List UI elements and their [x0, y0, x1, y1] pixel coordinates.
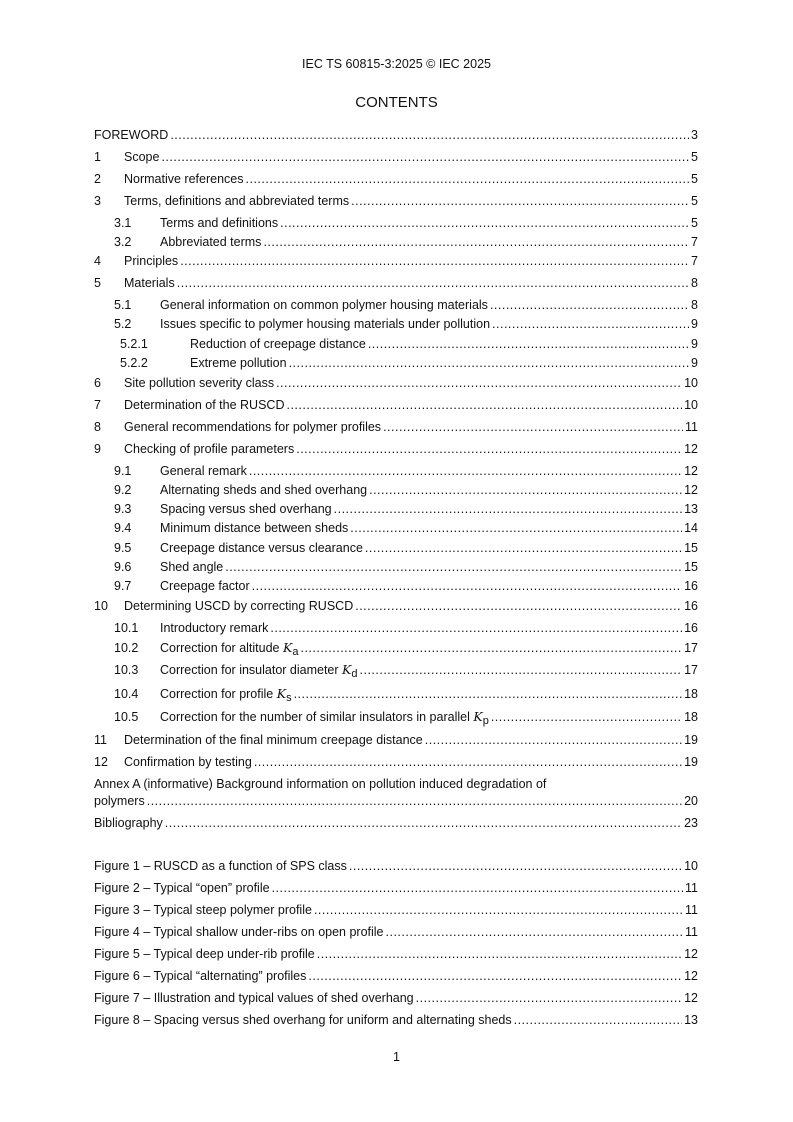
toc-entry[interactable]: [94, 501, 698, 517]
toc-entry[interactable]: [94, 297, 698, 313]
page-ref: 20: [684, 794, 698, 808]
variable-subscript: p: [482, 715, 489, 727]
toc-entry-title: Abbreviated terms: [160, 235, 262, 249]
page-ref: 11: [685, 881, 698, 895]
toc-entry-number: 9.7: [114, 579, 132, 593]
page-ref: 10: [684, 859, 698, 873]
figure-entry-title: Figure 5 – Typical deep under-rib profile: [94, 947, 315, 961]
toc-entry[interactable]: [94, 463, 698, 479]
toc-entry[interactable]: [94, 316, 698, 332]
dot-leader: [165, 815, 682, 831]
page-ref: 17: [684, 663, 698, 677]
dot-leader: [180, 253, 689, 269]
figure-entry[interactable]: [94, 880, 698, 896]
figure-entry[interactable]: [94, 924, 698, 940]
toc-entry-title: Spacing versus shed overhang: [160, 502, 332, 516]
page-ref: 3: [691, 128, 698, 142]
page-ref: 16: [684, 599, 698, 613]
toc-entry-title: Minimum distance between sheds: [160, 521, 349, 535]
page-number: 1: [393, 1050, 400, 1064]
toc-entry[interactable]: [94, 578, 698, 594]
page-ref: 5: [691, 150, 698, 164]
page-ref: 12: [684, 464, 698, 478]
page-ref: 13: [684, 502, 698, 516]
toc-entry[interactable]: [94, 375, 698, 391]
toc-entry[interactable]: [94, 253, 698, 269]
toc-entry-title: Scope: [124, 150, 160, 164]
page-ref: 17: [684, 641, 698, 655]
dot-leader: [369, 482, 682, 498]
dot-leader: [276, 375, 682, 391]
toc-entry[interactable]: [94, 709, 698, 725]
dot-leader: [365, 540, 682, 556]
dot-leader: [368, 336, 689, 352]
figure-entry[interactable]: [94, 946, 698, 962]
dot-leader: [350, 520, 682, 536]
page-ref: 12: [684, 969, 698, 983]
toc-entry-title: Determining USCD by correcting RUSCD: [124, 599, 354, 613]
toc-entry[interactable]: [94, 127, 698, 143]
figure-entry[interactable]: [94, 1012, 698, 1028]
toc-entry-title: Site pollution severity class: [124, 376, 275, 390]
dot-leader: [514, 1012, 682, 1028]
dot-leader: [294, 686, 683, 702]
toc-entry-title: Checking of profile parameters: [124, 442, 295, 456]
toc-entry-number: 3.1: [114, 216, 132, 230]
dot-leader: [147, 793, 682, 809]
figure-entry-title: Figure 6 – Typical “alternating” profiles: [94, 969, 307, 983]
toc-entry-number: 1: [94, 150, 101, 164]
page-ref: 8: [691, 298, 698, 312]
toc-entry-title: polymers: [94, 794, 145, 808]
toc-entry-title: Issues specific to polymer housing materials under pollution: [160, 317, 491, 331]
page-ref: 9: [691, 356, 698, 370]
variable-subscript: d: [351, 668, 358, 680]
dot-leader: [383, 419, 683, 435]
toc-entry-number: 3.2: [114, 235, 132, 249]
toc-entry[interactable]: [94, 419, 698, 435]
toc-entry-title: FOREWORD: [94, 128, 169, 142]
toc-entry-number: 10.2: [114, 641, 139, 655]
toc-entry-number: 5.2.1: [120, 337, 148, 351]
dot-leader: [360, 662, 683, 678]
toc-entry-number: 7: [94, 398, 101, 412]
toc-entry[interactable]: [94, 640, 698, 656]
page-ref: 10: [684, 376, 698, 390]
toc-entry-title: Creepage distance versus clearance: [160, 541, 363, 555]
toc-entry[interactable]: [94, 234, 698, 250]
page-ref: 15: [684, 560, 698, 574]
dot-leader: [416, 990, 682, 1006]
toc-entry-number: 5.2.2: [120, 356, 148, 370]
dot-leader: [334, 501, 682, 517]
toc-entry-title: General information on common polymer housing materials: [160, 298, 488, 312]
variable-symbol: K: [283, 640, 293, 655]
page-ref: 5: [691, 216, 698, 230]
toc-entry-title: Correction for altitude $K_a$: [160, 640, 299, 658]
page-title: CONTENTS: [355, 94, 438, 111]
figure-entry-title: Figure 3 – Typical steep polymer profile: [94, 903, 312, 917]
dot-leader: [296, 441, 682, 457]
toc-entry-title: General remark: [160, 464, 247, 478]
dot-leader: [289, 355, 689, 371]
dot-leader: [280, 215, 689, 231]
toc-entry-number: 11: [94, 733, 107, 747]
toc-entry[interactable]: [94, 193, 698, 209]
toc-entry[interactable]: [94, 754, 698, 770]
page-ref: 8: [691, 276, 698, 290]
dot-leader: [492, 316, 689, 332]
toc-entry[interactable]: [94, 171, 698, 187]
figure-entry[interactable]: [94, 858, 698, 874]
toc-entry-number: 5.2: [114, 317, 132, 331]
page-ref: 23: [684, 816, 698, 830]
toc-entry[interactable]: [94, 520, 698, 536]
dot-leader: [246, 171, 690, 187]
toc-entry-number: 4: [94, 254, 101, 268]
dot-leader: [252, 578, 682, 594]
document-header: IEC TS 60815-3:2025 © IEC 2025: [302, 57, 491, 71]
page-ref: 10: [684, 398, 698, 412]
toc-entry-number: 9.2: [114, 483, 132, 497]
page-ref: 15: [684, 541, 698, 555]
dot-leader: [270, 620, 682, 636]
toc-entry-title: Terms and definitions: [160, 216, 279, 230]
figure-entry-title: Figure 1 – RUSCD as a function of SPS class: [94, 859, 347, 873]
toc-entry-title: Alternating sheds and shed overhang: [160, 483, 368, 497]
figure-entry-title: Figure 7 – Illustration and typical values of shed overhang: [94, 991, 414, 1005]
page-ref: 5: [691, 172, 698, 186]
toc-entry-title: Correction for insulator diameter $K_d$: [160, 662, 358, 680]
dot-leader: [263, 234, 689, 250]
variable-subscript: a: [292, 646, 299, 658]
dot-leader: [161, 149, 689, 165]
page-ref: 13: [684, 1013, 698, 1027]
dot-leader: [300, 640, 682, 656]
dot-leader: [349, 858, 682, 874]
variable-symbol: K: [276, 686, 287, 701]
dot-leader: [308, 968, 682, 984]
page-ref: 18: [684, 710, 698, 724]
page-ref: 16: [684, 621, 698, 635]
dot-leader: [351, 193, 689, 209]
toc-entry[interactable]: [94, 275, 698, 291]
figure-entry-title: Figure 4 – Typical shallow under-ribs on open profile: [94, 925, 384, 939]
toc-entry-number: 9.5: [114, 541, 132, 555]
variable-symbol: K: [473, 709, 483, 724]
toc-entry-title-line1: Annex A (informative) Background information on pollution induced degradation of: [94, 777, 547, 791]
toc-entry[interactable]: [94, 732, 698, 748]
toc-entry-number: 10.3: [114, 663, 139, 677]
page-ref: 12: [684, 483, 698, 497]
toc-entry[interactable]: [94, 336, 698, 352]
toc-entry[interactable]: [94, 397, 698, 413]
toc-entry-number: 10.4: [114, 687, 139, 701]
dot-leader: [254, 754, 682, 770]
figure-entry[interactable]: [94, 968, 698, 984]
toc-entry-title: Determination of the RUSCD: [124, 398, 285, 412]
toc-entry-title: Confirmation by testing: [124, 755, 252, 769]
dot-leader: [425, 732, 682, 748]
toc-entry-number: 10: [94, 599, 108, 613]
toc-entry[interactable]: [94, 482, 698, 498]
page-ref: 11: [685, 420, 698, 434]
dot-leader: [355, 598, 682, 614]
toc-entry-title: Correction for the number of similar insulators in parallel $K_p$: [160, 709, 489, 727]
toc-entry-title: Shed angle: [160, 560, 224, 574]
page-ref: 12: [684, 991, 698, 1005]
dot-leader: [170, 127, 689, 143]
dot-leader: [386, 924, 684, 940]
page-ref: 14: [684, 521, 698, 535]
toc-entry-title: Bibliography: [94, 816, 163, 830]
toc-entry-title: Normative references: [124, 172, 244, 186]
toc-entry-title: General recommendations for polymer profiles: [124, 420, 382, 434]
toc-entry[interactable]: [94, 559, 698, 575]
toc-entry-number: 9.1: [114, 464, 132, 478]
toc-entry[interactable]: [94, 540, 698, 556]
toc-entry-number: 5.1: [114, 298, 132, 312]
page-ref: 7: [691, 254, 698, 268]
toc-entry-title: Reduction of creepage distance: [190, 337, 366, 351]
dot-leader: [272, 880, 683, 896]
page-ref: 12: [684, 947, 698, 961]
page-ref: 16: [684, 579, 698, 593]
figure-entry-title: Figure 8 – Spacing versus shed overhang for uniform and alternating sheds: [94, 1013, 512, 1027]
toc-entry-number: 9.6: [114, 560, 132, 574]
toc-entry-title: Introductory remark: [160, 621, 269, 635]
variable-subscript: s: [286, 692, 292, 704]
toc-entry-title: Creepage factor: [160, 579, 250, 593]
page-ref: 11: [685, 925, 698, 939]
toc-entry-number: 10.1: [114, 621, 139, 635]
toc-entry-number: 5: [94, 276, 101, 290]
page-ref: 7: [691, 235, 698, 249]
toc-entry-number: 12: [94, 755, 108, 769]
dot-leader: [314, 902, 683, 918]
toc-entry[interactable]: [94, 662, 698, 678]
figure-entry[interactable]: [94, 902, 698, 918]
page-ref: 5: [691, 194, 698, 208]
page-ref: 19: [684, 733, 698, 747]
toc-entry[interactable]: [94, 815, 698, 831]
dot-leader: [317, 946, 682, 962]
page-ref: 9: [691, 337, 698, 351]
page-ref: 9: [691, 317, 698, 331]
toc-entry[interactable]: [94, 355, 698, 371]
toc-entry-number: 3: [94, 194, 101, 208]
toc-entry[interactable]: [94, 777, 698, 809]
page-ref: 18: [684, 687, 698, 701]
toc-entry[interactable]: [94, 149, 698, 165]
toc-entry-title: Determination of the final minimum creepage distance: [124, 733, 423, 747]
dot-leader: [177, 275, 689, 291]
toc-entry-number: 2: [94, 172, 101, 186]
toc-entry-number: 10.5: [114, 710, 139, 724]
toc-entry-number: 8: [94, 420, 101, 434]
figure-entry-title: Figure 2 – Typical “open” profile: [94, 881, 270, 895]
toc-entry-number: 9: [94, 442, 101, 456]
toc-entry-title: Correction for profile $K_s$: [160, 686, 292, 704]
dot-leader: [225, 559, 682, 575]
figure-entry[interactable]: [94, 990, 698, 1006]
dot-leader: [491, 709, 682, 725]
toc-entry-number: 9.4: [114, 521, 132, 535]
toc-entry-title: Extreme pollution: [190, 356, 287, 370]
toc-entry[interactable]: [94, 620, 698, 636]
toc-entry-number: 9.3: [114, 502, 132, 516]
dot-leader: [249, 463, 682, 479]
dot-leader: [490, 297, 689, 313]
toc-entry-number: 6: [94, 376, 101, 390]
page-ref: 19: [684, 755, 698, 769]
toc-entry-title: Principles: [124, 254, 179, 268]
page-ref: 11: [685, 903, 698, 917]
toc-entry-title: Materials: [124, 276, 175, 290]
toc-entry-title: Terms, definitions and abbreviated terms: [124, 194, 350, 208]
toc-entry[interactable]: [94, 215, 698, 231]
dot-leader: [286, 397, 682, 413]
toc-entry[interactable]: [94, 441, 698, 457]
variable-symbol: K: [342, 662, 352, 677]
toc-entry[interactable]: [94, 598, 698, 614]
toc-entry[interactable]: [94, 686, 698, 702]
page-ref: 12: [684, 442, 698, 456]
